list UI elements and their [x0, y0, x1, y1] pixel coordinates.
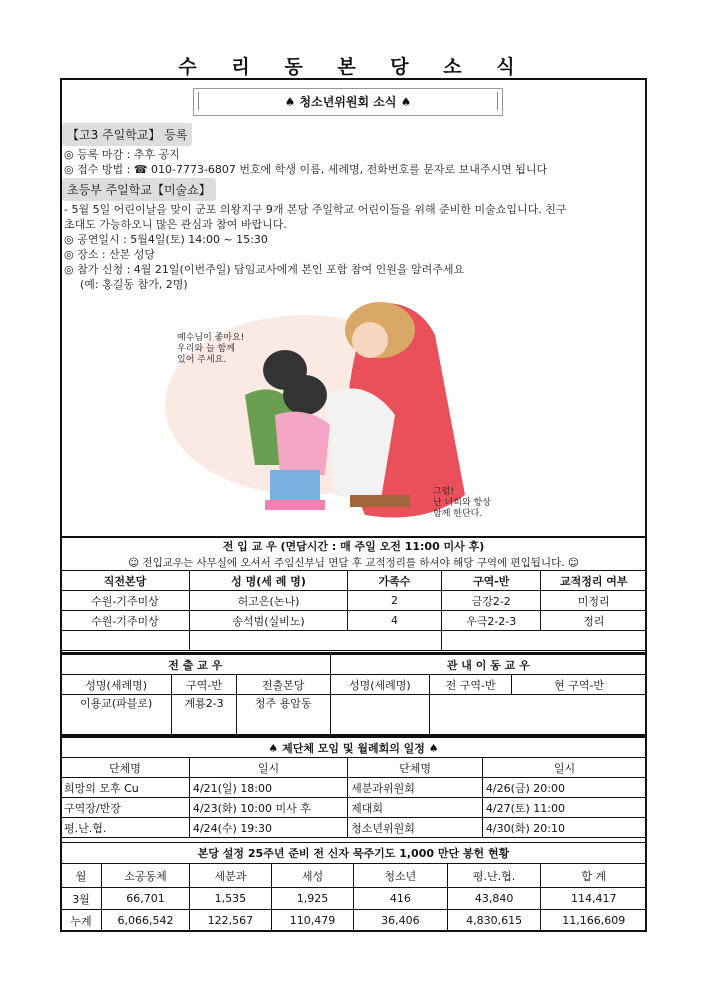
- cell: [330, 695, 430, 735]
- section2-line: 초대도 가능하오니 많은 관심과 참여 바랍니다.: [64, 218, 287, 231]
- table-row: [61, 910, 647, 932]
- cell: 제대회: [348, 798, 483, 818]
- internal-move-title: 관 내 이 동 교 우: [330, 655, 646, 675]
- table-row: [61, 818, 647, 838]
- bubble-line: 우리와 늘 함께: [177, 344, 235, 354]
- col-header: 교적정리 여부: [541, 571, 647, 591]
- table-row: [61, 888, 647, 910]
- cell: 4/23(화) 10:00 미사 후: [189, 798, 347, 818]
- transfer-in-table: [60, 538, 647, 651]
- cell: 4,830,615: [447, 910, 541, 932]
- cell: 43,840: [447, 888, 541, 910]
- section2-line: ◎ 장소 : 산본 성당: [64, 248, 156, 261]
- col-header: 단체명: [348, 758, 483, 778]
- table-row: [61, 611, 647, 631]
- cell: 66,701: [102, 888, 190, 910]
- transfer-in-note: ☺ 전입교우는 사무실에 오셔서 주임신부님 면담 후 교적정리를 하셔야 해당 구역에 편입됩니다. ☺: [61, 554, 647, 571]
- cell: 114,417: [541, 888, 647, 910]
- cell: [430, 695, 647, 735]
- cell: 6,066,542: [102, 910, 190, 932]
- col-header: 단체명: [61, 758, 190, 778]
- prayer-title: 본당 설정 25주년 준비 전 신자 묵주기도 1,000 만단 봉헌 현황: [61, 843, 647, 864]
- col-header: 일시: [189, 758, 347, 778]
- section1-tag: 【고3 주일학교】 등록: [62, 123, 192, 146]
- col-header: 평.난.협.: [447, 864, 541, 888]
- col-header: 세분과: [189, 864, 271, 888]
- cell: 수원-기주미상: [61, 611, 190, 631]
- cell: 4/21(일) 18:00: [189, 778, 347, 798]
- cell: 4/30(화) 20:10: [482, 818, 646, 838]
- bubble-line: 함께 한단다.: [433, 509, 483, 519]
- col-header: 소공동체: [102, 864, 190, 888]
- cell: 4/24(수) 19:30: [189, 818, 347, 838]
- jesus-children-illustration: [165, 295, 545, 525]
- col-header: 성명(세례명): [61, 675, 172, 695]
- schedule-table: [60, 737, 647, 838]
- col-header: 현 구역-반: [512, 675, 647, 695]
- col-header: 월: [61, 864, 102, 888]
- cell: 청소년위원회: [348, 818, 483, 838]
- transfer-in-title: 전 입 교 우 (면담시간 : 매 주일 오전 11:00 미사 후): [61, 538, 647, 554]
- col-header: 전출본당: [236, 675, 330, 695]
- prayer-table: [60, 842, 647, 932]
- section-banner: ♠ 청소년위원회 소식 ♠: [193, 88, 503, 116]
- col-header: 성명(세례명): [330, 675, 430, 695]
- cell: 3월: [61, 888, 102, 910]
- col-header: 합 계: [541, 864, 647, 888]
- cell: 4/26(금) 20:00: [482, 778, 646, 798]
- cell: 수원-기주미상: [61, 591, 190, 611]
- table-row: [61, 798, 647, 818]
- cell: 누계: [61, 910, 102, 932]
- cell: 4: [348, 611, 442, 631]
- page-title: 수 리 동 본 당 소 식: [178, 56, 529, 78]
- cell: 122,567: [189, 910, 271, 932]
- section2-line: ◎ 공연일시 : 5월4일(토) 14:00 ~ 15:30: [64, 233, 268, 246]
- table-row: [61, 631, 647, 651]
- col-header: 구역-반: [172, 675, 236, 695]
- bubble-line: 난 너희와 항상: [433, 498, 491, 508]
- bubble-line: 그럼!: [433, 487, 454, 497]
- cell: 계룡2-3: [172, 695, 236, 735]
- cell: 평.난.협.: [61, 818, 190, 838]
- section2-line: (예: 홍길동 참가, 2명): [80, 278, 188, 291]
- col-header: 성 명(세 례 명): [189, 571, 347, 591]
- section2-tag: 초등부 주일학교【미술쇼】: [62, 178, 216, 201]
- col-header: 청소년: [353, 864, 447, 888]
- speech-bubble-children: [177, 333, 244, 366]
- col-header: 세성: [271, 864, 353, 888]
- cell: 1,925: [271, 888, 353, 910]
- section1-line: ◎ 접수 방법 : ☎ 010-7773-6807 번호에 학생 이름, 세례명, 전화번호를 문자로 보내주시면 됩니다: [64, 163, 548, 176]
- cell: 정리: [541, 611, 647, 631]
- cell: 2: [348, 591, 442, 611]
- transfer-tables: [60, 654, 647, 735]
- section2-line: ◎ 참가 신청 : 4월 21일(이번주일) 담임교사에게 본인 포함 참여 인원을 알려주세요: [64, 263, 465, 276]
- table-row: [61, 591, 647, 611]
- cell: 허고은(논나): [189, 591, 347, 611]
- col-header: 전 구역-반: [430, 675, 512, 695]
- cell: 금강2-2: [441, 591, 541, 611]
- cell: 11,166,609: [541, 910, 647, 932]
- schedule-title: ♠ 제단체 모임 및 월례회의 일정 ♠: [61, 738, 647, 758]
- cell: 우극2-2-3: [441, 611, 541, 631]
- bubble-line: 예수님이 좋아요!: [177, 333, 245, 343]
- table-row: [61, 695, 647, 735]
- cell: 110,479: [271, 910, 353, 932]
- col-header: 직전본당: [61, 571, 190, 591]
- table-row: [61, 778, 647, 798]
- cell: 송석범(실비노): [189, 611, 347, 631]
- cell: 36,406: [353, 910, 447, 932]
- cell: 이용교(파블로): [61, 695, 172, 735]
- section1-line: ◎ 등록 마감 : 추후 공지: [64, 148, 180, 161]
- speech-bubble-jesus: [433, 487, 491, 520]
- cell: 미정리: [541, 591, 647, 611]
- cell: 구역장/반장: [61, 798, 190, 818]
- col-header: 가족수: [348, 571, 442, 591]
- cell: 세분과위원회: [348, 778, 483, 798]
- section2-line: - 5월 5일 어린이날을 맞이 군포 의왕지구 9개 본당 주일학교 어린이들을 위해 준비한 미술쇼입니다. 친구: [64, 203, 567, 216]
- col-header: 구역-반: [441, 571, 541, 591]
- cell: 4/27(토) 11:00: [482, 798, 646, 818]
- transfer-out-title: 전 출 교 우: [61, 655, 331, 675]
- bubble-line: 있어 주세요.: [177, 355, 227, 365]
- cell: 청주 용암동: [236, 695, 330, 735]
- cell: 희망의 모후 Cu: [61, 778, 190, 798]
- cell: 416: [353, 888, 447, 910]
- col-header: 일시: [482, 758, 646, 778]
- cell: 1,535: [189, 888, 271, 910]
